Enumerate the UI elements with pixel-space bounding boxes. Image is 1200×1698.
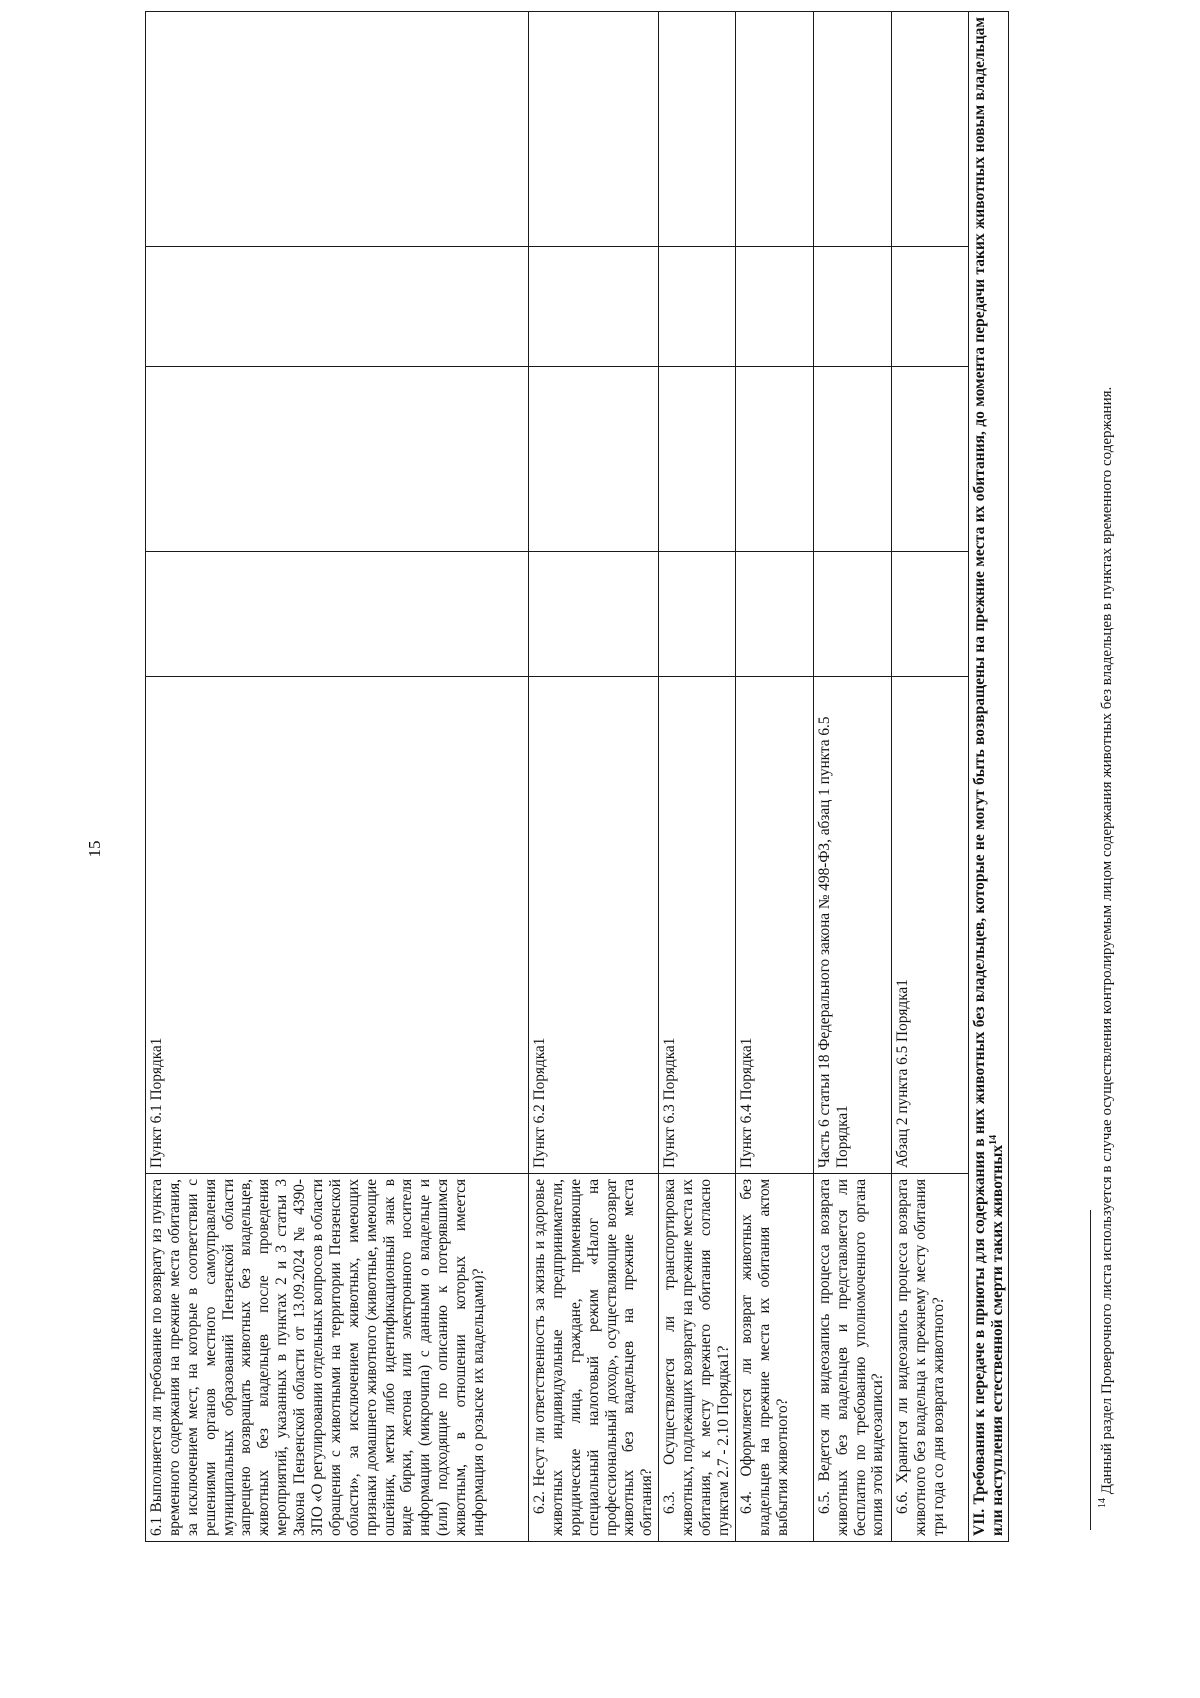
section-footnote-ref: 14: [987, 1134, 999, 1145]
checklist-table: [145, 11, 1009, 1542]
answer-na-cell: [891, 247, 968, 367]
section-heading-text: VII. Требования к передаче в приюты для содержания в них животных без владельцев, которые не могут быть возвращены на прежние места их обитания, до момента передачи таких животных новым владельцам или наступления естественной смерти таких животных: [970, 17, 1006, 1536]
footnote: [1098, 20, 1116, 1530]
question-cell: 6.2. Несут ли ответственность за жизнь и здоровье животных индивидуальные предприниматели, юридические лица, граждане, применяющие специальный налоговый режим «Налог на профессиональный доход», осуществляющие возврат животных без владельцев на прежние места обитания?: [529, 1174, 659, 1542]
notes-cell: [891, 12, 968, 247]
answer-na-cell: [146, 247, 529, 367]
question-cell: 6.6. Хранится ли видеозапись процесса возврата животного без владельца к прежнему месту обитания три года со дня возврата животного?: [891, 1174, 968, 1542]
answer-yes-cell: [146, 552, 529, 677]
page-number: 15: [85, 840, 104, 858]
answer-yes-cell: [529, 552, 659, 677]
answer-no-cell: [813, 367, 891, 552]
answer-no-cell: [146, 367, 529, 552]
answer-na-cell: [813, 247, 891, 367]
footnote-separator: [1090, 1210, 1091, 1530]
question-cell: 6.1 Выполняется ли требование по возврату из пункта временного содержания на прежние места обитания, за исключением мест, на которые в соответствии с решениями органов местного самоуправления муниципальных образований Пензенской области запрещено возвращать животных без владельцев, животных без владельцев после проведения мероприятий, указанных в пунктах 2 и 3 статьи 3 Закона Пензенской области от 13.09.2024 № 4390-ЗПО «О регулировании отдельных вопросов в области обращения с животными на территории Пензенской области», за исключением животных, имеющих признаки домашнего животного (животные, имеющие ошейник, метки либо идентификационный знак в виде бирки, жетона или электронного носителя информации (микрочипа) с данными о владельце и (или) подходящие по описанию к потерявшимся животным, в отношении которых имеется информация о розыске их владельцами)?: [146, 1174, 529, 1542]
table-row: [529, 12, 659, 1542]
notes-cell: [735, 12, 813, 247]
answer-no-cell: [735, 367, 813, 552]
table-row: [735, 12, 813, 1542]
answer-no-cell: [659, 367, 736, 552]
footnote-marker: 14: [1097, 1498, 1108, 1508]
answer-yes-cell: [813, 552, 891, 677]
reference-cell: Абзац 2 пункта 6.5 Порядка1: [891, 677, 968, 1174]
reference-cell: Пункт 6.3 Порядка1: [659, 677, 736, 1174]
answer-na-cell: [659, 247, 736, 367]
reference-cell: Пункт 6.4 Порядка1: [735, 677, 813, 1174]
question-cell: 6.3. Осуществляется ли транспортировка животных, подлежащих возврату на прежние места их обитания, к месту прежнего обитания согласно пунктам 2.7 - 2.10 Порядка1?: [659, 1174, 736, 1542]
footnote-text: Данный раздел Проверочного листа используется в случае осуществления контролируемым лицом содержания животных без владельцев в пунктах временного содержания.: [1099, 386, 1115, 1495]
notes-cell: [529, 12, 659, 247]
notes-cell: [659, 12, 736, 247]
answer-na-cell: [735, 247, 813, 367]
table-row: [659, 12, 736, 1542]
answer-yes-cell: [891, 552, 968, 677]
reference-cell: Пункт 6.2 Порядка1: [529, 677, 659, 1174]
table-row: [891, 12, 968, 1542]
answer-no-cell: [891, 367, 968, 552]
question-cell: 6.4. Оформляется ли возврат животных без владельцев на прежние места их обитания актом выбытия животного?: [735, 1174, 813, 1542]
answer-no-cell: [529, 367, 659, 552]
notes-cell: [146, 12, 529, 247]
reference-cell: Часть 6 статьи 18 Федерального закона № 498-ФЗ, абзац 1 пункта 6.5 Порядка1: [813, 677, 891, 1174]
section-heading: [968, 12, 1009, 1542]
table-row: [146, 12, 529, 1542]
answer-yes-cell: [659, 552, 736, 677]
table-row: [813, 12, 891, 1542]
notes-cell: [813, 12, 891, 247]
reference-cell: Пункт 6.1 Порядка1: [146, 677, 529, 1174]
answer-yes-cell: [735, 552, 813, 677]
section-heading-row: [968, 12, 1009, 1542]
question-cell: 6.5. Ведется ли видеозапись процесса возврата животных без владельцев и представляется ли бесплатно по требованию уполномоченного органа копия этой видеозаписи?: [813, 1174, 891, 1542]
answer-na-cell: [529, 247, 659, 367]
